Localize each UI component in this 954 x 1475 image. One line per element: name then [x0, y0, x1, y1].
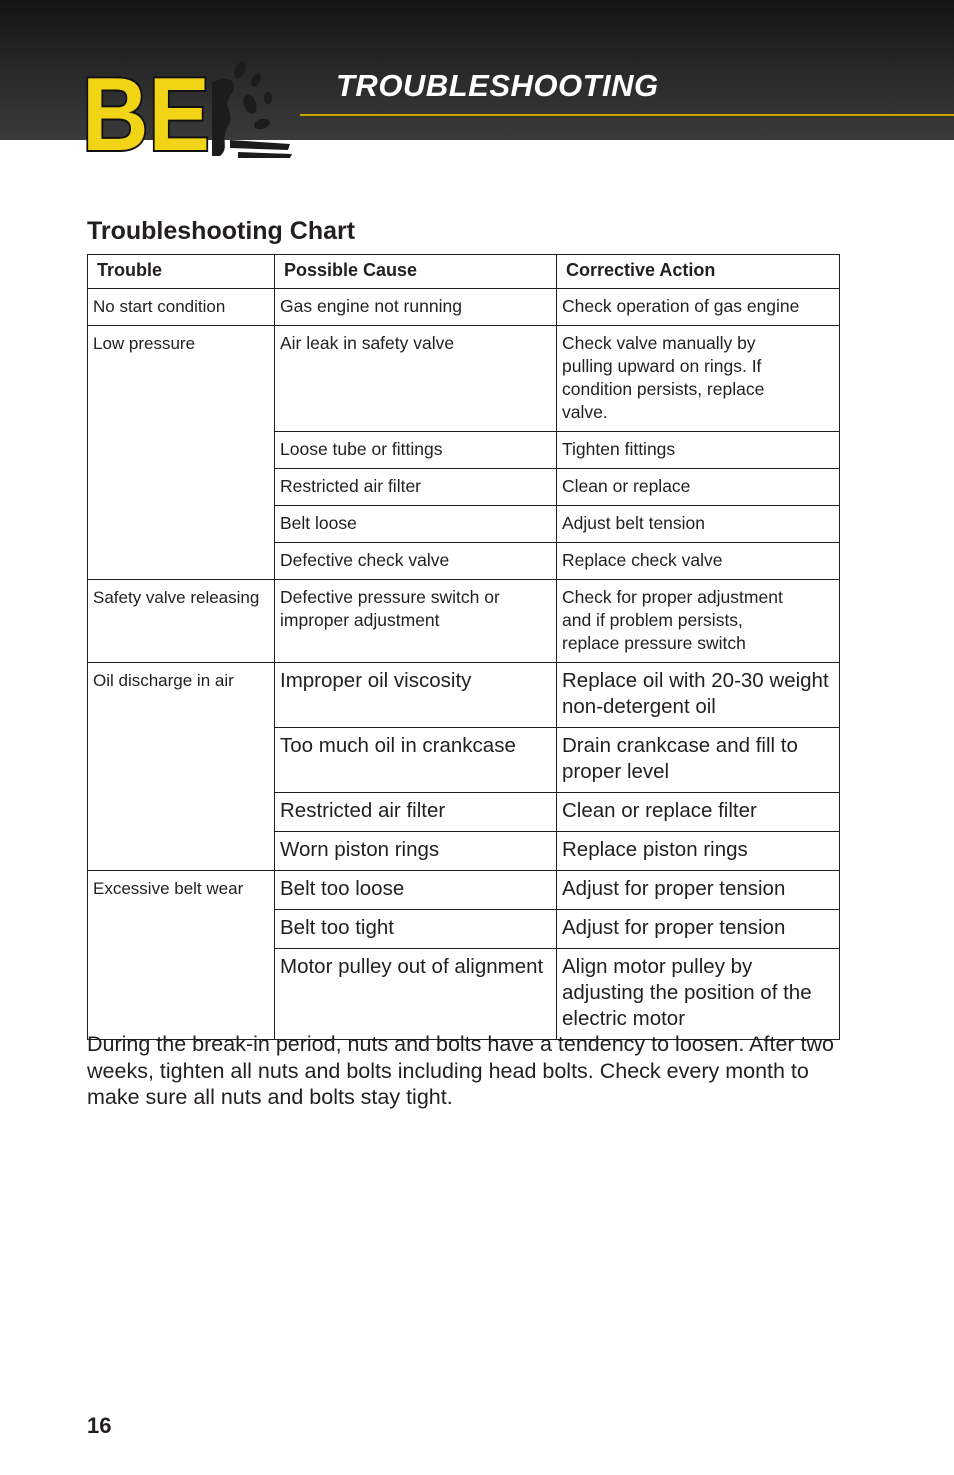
cause-cell: Belt too tight: [275, 910, 557, 949]
action-cell: Clean or replace filter: [557, 793, 840, 832]
action-cell: Tighten fittings: [557, 432, 840, 469]
page-number: 16: [87, 1413, 112, 1438]
brand-logo: [80, 52, 292, 160]
cause-cell: Too much oil in crankcase: [275, 728, 557, 793]
table-row: [88, 580, 840, 663]
table-row: [88, 871, 840, 910]
action-cell: Adjust for proper tension: [557, 910, 840, 949]
table-row: [88, 326, 840, 432]
table-row: [88, 663, 840, 728]
page-title: TROUBLESHOOTING: [336, 68, 659, 103]
header-accent-rule: [300, 114, 954, 116]
action-cell: Replace piston rings: [557, 832, 840, 871]
cause-cell: Restricted air filter: [275, 793, 557, 832]
cause-cell: Defective check valve: [275, 543, 557, 580]
column-header-corrective-action: Corrective Action: [557, 255, 840, 289]
table-header-row: [88, 255, 840, 289]
action-cell: Align motor pulley by adjusting the position of the electric motor: [557, 949, 840, 1040]
cause-cell: Gas engine not running: [275, 289, 557, 326]
logo-text: BE: [82, 57, 210, 160]
action-cell: Drain crankcase and fill to proper level: [557, 728, 840, 793]
action-cell: Check valve manually by pulling upward on rings. If condition persists, replace valve.: [557, 326, 840, 432]
action-cell: Replace oil with 20-30 weight non-detergent oil: [557, 663, 840, 728]
cause-cell: Loose tube or fittings: [275, 432, 557, 469]
trouble-cell: Safety valve releasing: [88, 580, 275, 663]
chart-title: Troubleshooting Chart: [87, 217, 356, 245]
cause-cell: Motor pulley out of alignment: [275, 949, 557, 1040]
action-cell: Adjust for proper tension: [557, 871, 840, 910]
trouble-cell: Low pressure: [88, 326, 275, 580]
table-row: [88, 289, 840, 326]
cause-cell: Worn piston rings: [275, 832, 557, 871]
column-header-trouble: Trouble: [88, 255, 275, 289]
action-cell: Replace check valve: [557, 543, 840, 580]
trouble-cell: No start condition: [88, 289, 275, 326]
cause-cell: Restricted air filter: [275, 469, 557, 506]
trouble-cell: Oil discharge in air: [88, 663, 275, 871]
cause-cell: Improper oil viscosity: [275, 663, 557, 728]
maintenance-note: During the break-in period, nuts and bolts have a tendency to loosen. After two weeks, tighten all nuts and bolts including head bolts. Check every month to make sure all nuts and bolts stay tight.: [87, 1032, 834, 1109]
action-cell: Clean or replace: [557, 469, 840, 506]
cause-cell: Air leak in safety valve: [275, 326, 557, 432]
action-cell: Adjust belt tension: [557, 506, 840, 543]
trouble-cell: Excessive belt wear: [88, 871, 275, 1040]
column-header-possible-cause: Possible Cause: [275, 255, 557, 289]
troubleshooting-table: [87, 254, 840, 1040]
cause-cell: Defective pressure switch or improper adjustment: [275, 580, 557, 663]
cause-cell: Belt too loose: [275, 871, 557, 910]
action-cell: Check operation of gas engine: [557, 289, 840, 326]
cause-cell: Belt loose: [275, 506, 557, 543]
logo-splash-icon: [212, 60, 292, 158]
action-cell: Check for proper adjustment and if problem persists, replace pressure switch: [557, 580, 840, 663]
